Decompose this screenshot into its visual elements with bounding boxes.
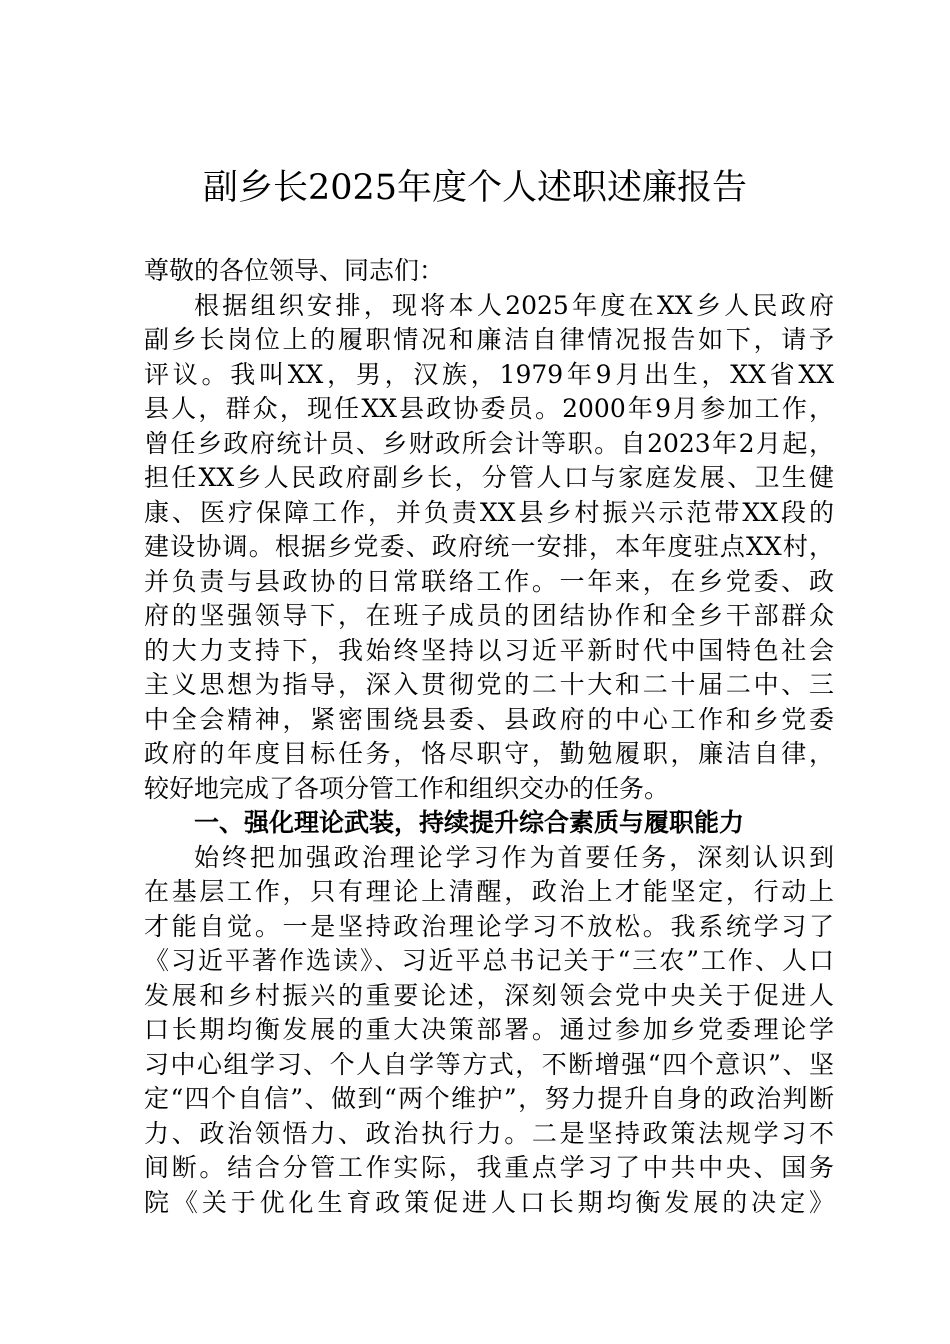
intro-line: 县人，群众，现任XX县政协委员。2000年9月参加工作， — [144, 394, 834, 423]
document-body — [144, 254, 834, 1220]
document-title: 副乡长2025年度个人述职述廉报告 — [202, 168, 748, 208]
intro-line: 康、医疗保障工作，并负责XX县乡村振兴示范带XX段的 — [144, 497, 834, 527]
section-line: 间断。结合分管工作实际，我重点学习了中共中央、国务 — [144, 1153, 834, 1182]
section-line: 才能自觉。一是坚持政治理论学习不放松。我系统学习了 — [144, 911, 834, 941]
section-line: 院《关于优化生育政策促进人口长期均衡发展的决定》 — [144, 1187, 834, 1217]
section-line: 力、政治领悟力、政治执行力。二是坚持政策法规学习不 — [144, 1118, 834, 1148]
section-line: 在基层工作，只有理论上清醒，政治上才能坚定，行动上 — [144, 877, 834, 906]
intro-line: 并负责与县政协的日常联络工作。一年来，在乡党委、政 — [144, 566, 834, 596]
section-line: 发展和乡村振兴的重要论述，深刻领会党中央关于促进人 — [144, 980, 834, 1010]
intro-line: 主义思想为指导，深入贯彻党的二十大和二十届二中、三 — [144, 670, 834, 699]
salutation: 尊敬的各位领导、同志们： — [144, 256, 445, 285]
intro-line: 府的坚强领导下，在班子成员的团结协作和全乡干部群众 — [144, 601, 834, 630]
section-line: 《习近平著作选读》、习近平总书记关于“三农”工作、人口 — [144, 946, 834, 975]
section-line: 定“四个自信”、做到“两个维护”，努力提升自身的政治判断 — [144, 1084, 834, 1113]
intro-line: 中全会精神，紧密围绕县委、县政府的中心工作和乡党委 — [144, 704, 834, 734]
intro-line: 的大力支持下，我始终坚持以习近平新时代中国特色社会 — [144, 635, 834, 665]
intro-line: 曾任乡政府统计员、乡财政所会计等职。自2023年2月起， — [144, 428, 834, 458]
intro-line: 副乡长岗位上的履职情况和廉洁自律情况报告如下，请予 — [144, 325, 834, 354]
intro-line: 根据组织安排，现将本人2025年度在XX乡人民政府 — [194, 290, 834, 320]
section-heading: 一、强化理论武装，持续提升综合素质与履职能力 — [194, 808, 745, 837]
section-line: 口长期均衡发展的重大决策部署。通过参加乡党委理论学 — [144, 1015, 834, 1044]
intro-line: 建设协调。根据乡党委、政府统一安排，本年度驻点XX村， — [144, 532, 834, 561]
intro-line: 评议。我叫XX，男，汉族，1979年9月出生，XX省XX — [144, 359, 834, 389]
intro-line: 担任XX乡人民政府副乡长，分管人口与家庭发展、卫生健 — [144, 463, 834, 492]
intro-line: 政府的年度目标任务，恪尽职守，勤勉履职，廉洁自律， — [144, 739, 834, 768]
section-line: 习中心组学习、个人自学等方式，不断增强“四个意识”、坚 — [144, 1049, 834, 1079]
section-line: 始终把加强政治理论学习作为首要任务，深刻认识到 — [194, 842, 834, 872]
intro-line: 较好地完成了各项分管工作和组织交办的任务。 — [144, 773, 670, 803]
